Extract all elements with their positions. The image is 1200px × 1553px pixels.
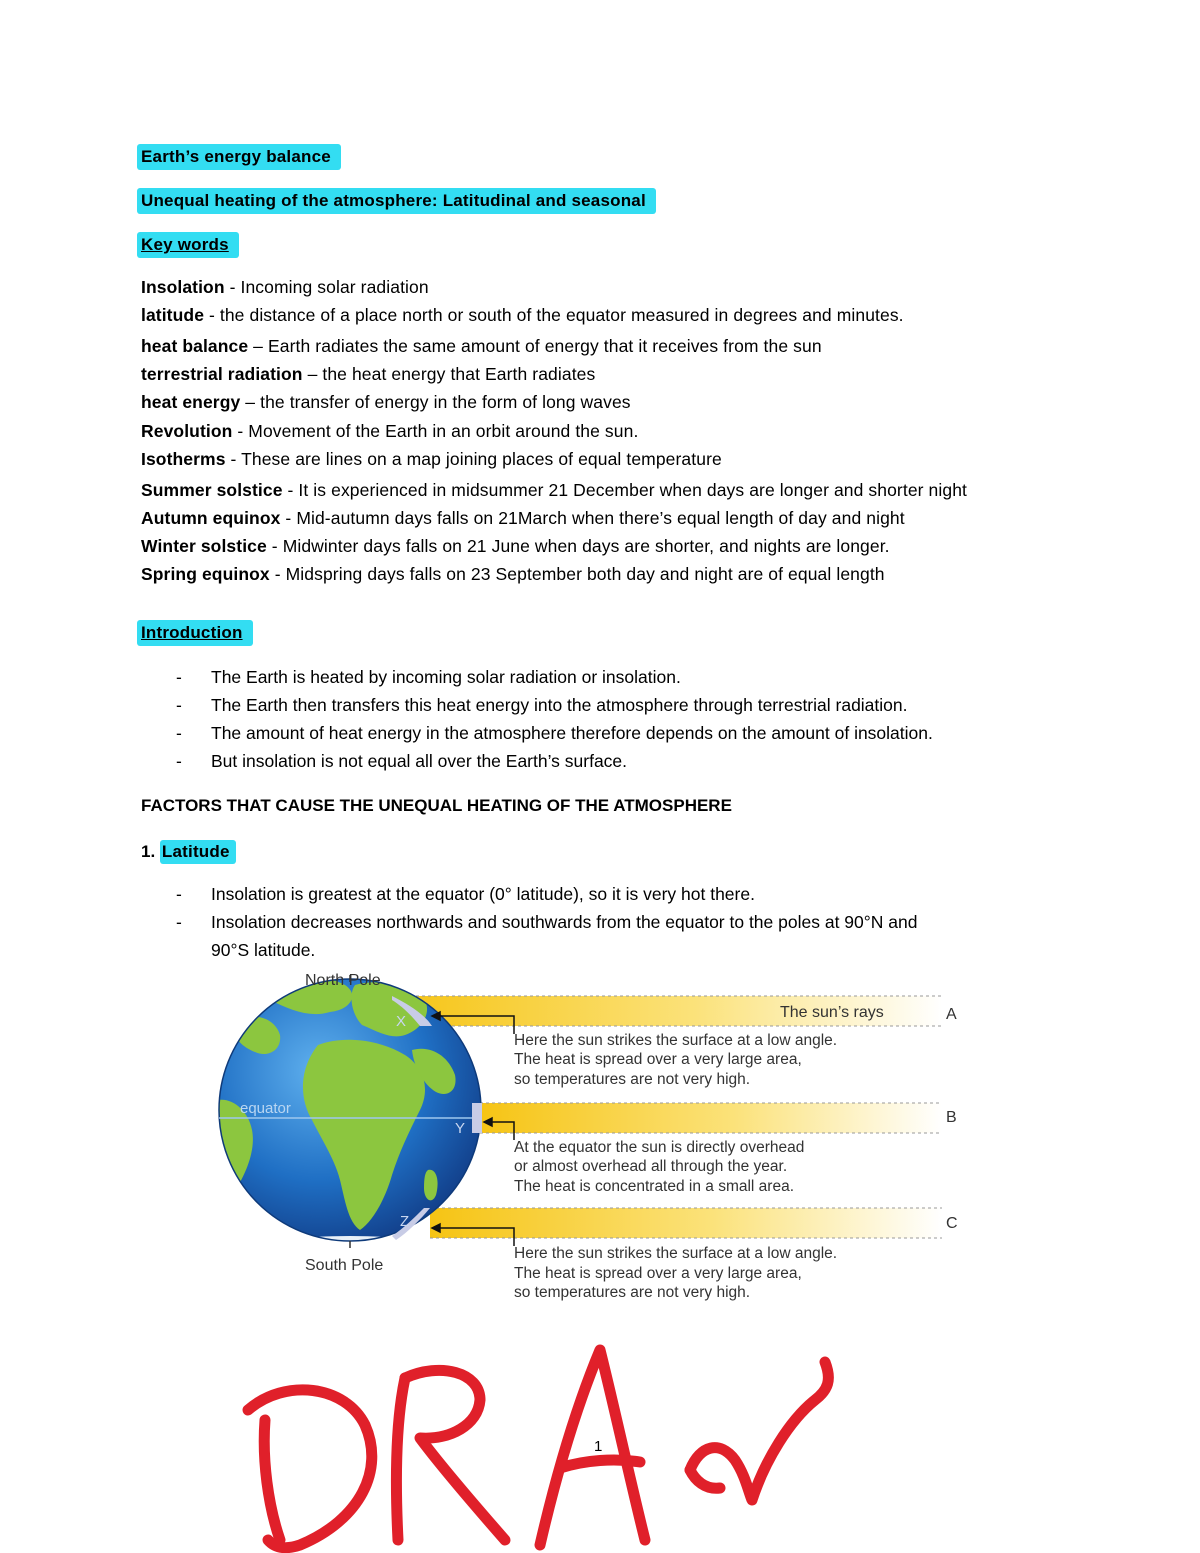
latitude-bullet: Insolation decreases northwards and southwards from the equator to the poles at 90°N and	[211, 912, 918, 932]
term-separator: -	[232, 421, 249, 441]
term-separator: -	[280, 508, 297, 528]
caption-b-line: The heat is concentrated in a small area.	[514, 1178, 795, 1195]
term: heat balance	[141, 336, 249, 356]
title-highlight: Earth’s energy balance	[137, 144, 341, 170]
caption-c-line: so temperatures are not very high.	[514, 1284, 751, 1301]
caption-b-line: At the equator the sun is directly overhead	[514, 1139, 805, 1156]
term: Winter solstice	[141, 536, 267, 556]
bullet-marker: -	[176, 695, 182, 715]
term-definition: Mid-autumn days falls on 21March when there’s equal length of day and night	[296, 508, 905, 528]
point-z-label: Z	[400, 1213, 410, 1230]
ray-b-label: B	[946, 1109, 957, 1126]
point-y-label: Y	[455, 1120, 466, 1137]
term: Revolution	[141, 421, 233, 441]
term: latitude	[141, 305, 205, 325]
intro-bullet: The Earth then transfers this heat energy into the atmosphere through terrestrial radiation.	[211, 695, 908, 715]
term-separator: –	[302, 364, 323, 384]
south-pole-label: South Pole	[305, 1257, 384, 1274]
bullet-marker: -	[176, 751, 182, 771]
term-definition: the heat energy that Earth radiates	[322, 364, 596, 384]
latitude-number: 1.	[141, 842, 156, 861]
intro-bullet: But insolation is not equal all over the Earth’s surface.	[211, 751, 628, 771]
term: Insolation	[141, 277, 225, 297]
term-separator: -	[204, 305, 220, 325]
latitude-highlight: Latitude	[160, 840, 236, 864]
bullet-marker: -	[176, 723, 182, 743]
caption-a-line: Here the sun strikes the surface at a low angle.	[514, 1032, 838, 1049]
term: Isotherms	[141, 449, 226, 469]
caption-a-line: so temperatures are not very high.	[514, 1071, 751, 1088]
term-definition: These are lines on a map joining places of equal temperature	[241, 449, 722, 469]
point-x-label: X	[396, 1013, 407, 1030]
term: Summer solstice	[141, 480, 283, 500]
term-separator: -	[282, 480, 299, 500]
term-definition: Midwinter days falls on 21 June when days are shorter, and nights are longer.	[282, 536, 890, 556]
bullet-marker: -	[176, 667, 182, 687]
latitude-bullet-continuation: 90°S latitude.	[211, 940, 316, 960]
term-definition: Incoming solar radiation	[240, 277, 429, 297]
term: heat energy	[141, 392, 241, 412]
equator-label: equator	[240, 1100, 291, 1117]
north-pole-label: North Pole	[305, 972, 381, 989]
term-definition: Earth radiates the same amount of energy that it receives from the sun	[267, 336, 822, 356]
factors-heading: FACTORS THAT CAUSE THE UNEQUAL HEATING OF THE ATMOSPHERE	[141, 796, 732, 815]
introduction-highlight: Introduction	[137, 620, 253, 646]
term: Autumn equinox	[141, 508, 281, 528]
term: terrestrial radiation	[141, 364, 303, 384]
term-separator: -	[224, 277, 241, 297]
page-number: 1	[594, 1438, 603, 1455]
bullet-marker: -	[176, 884, 182, 904]
term-definition: the transfer of energy in the form of long waves	[260, 392, 631, 412]
caption-c-line: Here the sun strikes the surface at a low angle.	[514, 1245, 838, 1262]
term-separator: -	[266, 536, 283, 556]
intro-bullet: The amount of heat energy in the atmosphere therefore depends on the amount of insolation.	[211, 723, 933, 743]
term-separator: -	[269, 564, 286, 584]
ray-c-label: C	[946, 1215, 958, 1232]
term-separator: –	[240, 392, 261, 412]
caption-b-line: or almost overhead all through the year.	[514, 1158, 788, 1175]
term-separator: -	[225, 449, 242, 469]
intro-bullet: The Earth is heated by incoming solar radiation or insolation.	[211, 667, 681, 687]
term-definition: It is experienced in midsummer 21 December when days are longer and shorter night	[298, 480, 967, 500]
suns-rays-label: The sun’s rays	[780, 1004, 884, 1021]
bullet-marker: -	[176, 912, 182, 932]
term-definition: Midspring days falls on 23 September both day and night are of equal length	[285, 564, 885, 584]
term: Spring equinox	[141, 564, 270, 584]
caption-c-line: The heat is spread over a very large area,	[514, 1265, 802, 1282]
term-separator: –	[248, 336, 268, 356]
subtitle-highlight: Unequal heating of the atmosphere: Latitudinal and seasonal	[137, 188, 656, 214]
key-words-highlight: Key words	[137, 232, 239, 258]
ray-a-label: A	[946, 1006, 957, 1023]
term-definition: the distance of a place north or south of the equator measured in degrees and minutes.	[219, 305, 904, 325]
latitude-bullet: Insolation is greatest at the equator (0° latitude), so it is very hot there.	[211, 884, 755, 904]
caption-a-line: The heat is spread over a very large area,	[514, 1051, 802, 1068]
term-definition: Movement of the Earth in an orbit around the sun.	[248, 421, 639, 441]
